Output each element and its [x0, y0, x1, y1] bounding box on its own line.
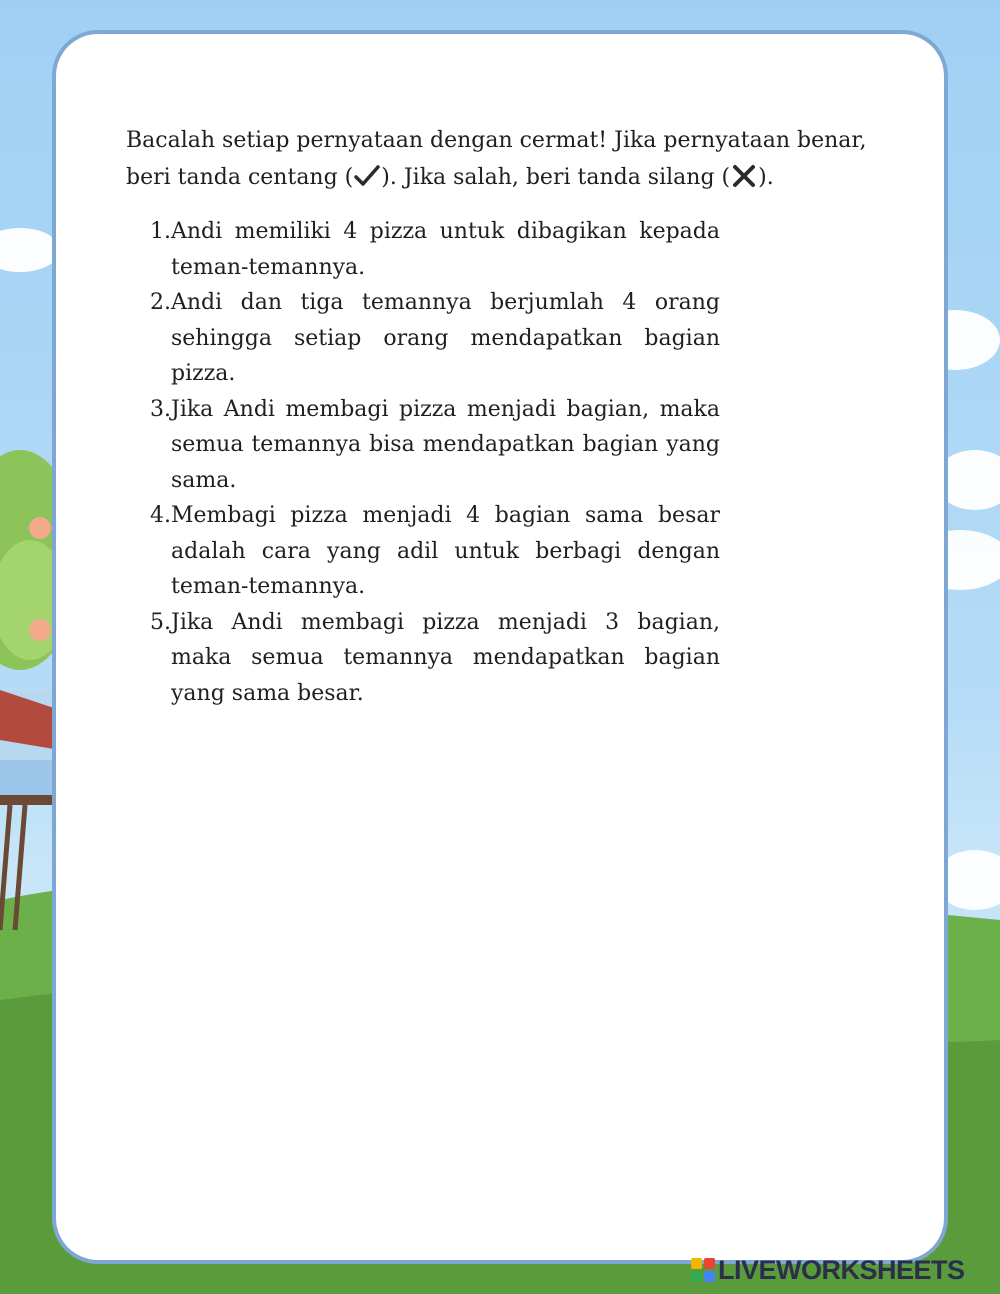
worksheet-card: [56, 34, 944, 1260]
instructions-text-1: Bacalah setiap pernyataan dengan cermat! Jika pernyataan benar, beri tanda centang (: [126, 128, 867, 190]
statement-text: Membagi pizza menjadi 4 bagian sama besar adalah cara yang adil untuk berbagi dengan teman-temannya.: [171, 503, 720, 599]
liveworksheets-brand: [690, 1256, 965, 1284]
statement-list: [146, 214, 720, 711]
statement-number: 1.: [150, 219, 171, 244]
statement-item: [146, 214, 720, 285]
statement-text: Jika Andi membagi pizza menjadi bagian, maka semua temannya bisa mendapatkan bagian yang sama.: [171, 396, 720, 493]
check-icon: [353, 164, 381, 188]
statement-number: 2.: [150, 290, 171, 315]
statement-number: 3.: [150, 396, 171, 422]
statement-text: Jika Andi membagi pizza menjadi 3 bagian, maka semua temannya mendapatkan bagian yang sama besar.: [171, 609, 720, 706]
statement-item: [146, 605, 720, 712]
statement-text: Andi memiliki 4 pizza untuk dibagikan kepada teman-temannya.: [171, 219, 720, 280]
brand-label: LIVEWORKSHEETS: [718, 1254, 965, 1285]
instructions-text-2: ). Jika salah, beri tanda silang (: [381, 165, 731, 190]
statement-text: Andi dan tiga temannya berjumlah 4 orang sehingga setiap orang mendapatkan bagian pizza.: [171, 290, 720, 386]
instructions-paragraph: [126, 122, 896, 196]
statement-item: [146, 498, 720, 605]
statement-number: 4.: [150, 503, 171, 528]
instructions-text-3: ).: [758, 165, 774, 190]
statement-item: [146, 392, 720, 499]
liveworksheets-logo-icon: [690, 1257, 716, 1283]
statement-item: [146, 285, 720, 392]
statement-number: 5.: [150, 609, 171, 635]
cross-icon: [730, 164, 758, 188]
